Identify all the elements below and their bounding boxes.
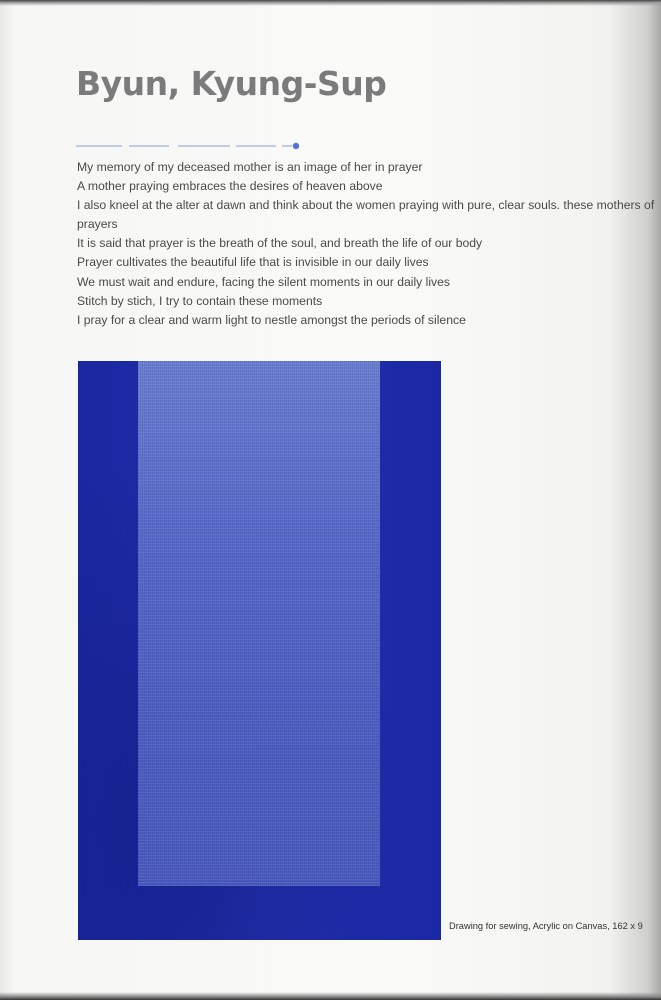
artwork-caption: Drawing for sewing, Acrylic on Canvas, 162 x 9 bbox=[449, 921, 643, 931]
poem-line: We must wait and endure, facing the silent moments in our daily lives bbox=[77, 274, 451, 289]
artwork-image bbox=[78, 361, 441, 940]
poem-line: Prayer cultivates the beautiful life that is invisible in our daily lives bbox=[77, 255, 429, 270]
poem-line: I also kneel at the alter at dawn and think about the women praying with pure, clear souls. these mothers of bbox=[77, 198, 655, 213]
poem-line: A mother praying embraces the desires of heaven above bbox=[77, 179, 383, 194]
poem-line: I pray for a clear and warm light to nestle amongst the periods of silence bbox=[77, 312, 466, 327]
artwork-inner-panel bbox=[138, 361, 380, 886]
divider-dot-icon bbox=[293, 143, 299, 149]
page-bottom-edge bbox=[0, 992, 661, 1000]
poem-line: prayers bbox=[77, 217, 118, 232]
page-top-edge bbox=[0, 0, 661, 6]
artist-name-heading: Byun, Kyung-Sup bbox=[76, 64, 387, 103]
poem-line: My memory of my deceased mother is an image of her in prayer bbox=[77, 160, 423, 174]
poem-line: Stitch by stich, I try to contain these moments bbox=[77, 293, 323, 308]
poem-text bbox=[77, 158, 661, 330]
decorative-divider bbox=[76, 140, 306, 152]
poem-line: It is said that prayer is the breath of the soul, and breath the life of our body bbox=[77, 236, 483, 251]
